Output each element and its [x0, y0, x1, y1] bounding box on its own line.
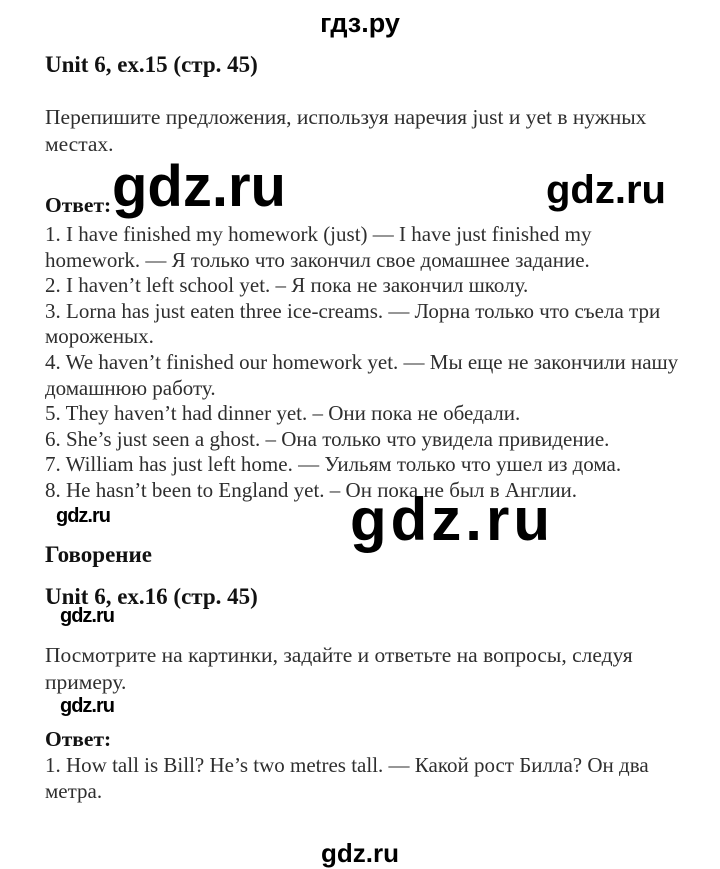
exercise15-answer-list — [45, 222, 679, 504]
answer-item-5: 5. They haven’t had dinner yet. – Они пока не обедали. — [45, 401, 521, 426]
site-header-logo: гдз.ру — [320, 8, 400, 38]
exercise15-task-text: Перепишите предложения, используя наречия just и yet в нужных местах. — [45, 105, 647, 156]
answer-item-1: 1. I have finished my homework (just) — I have just finished my homework. — Я только что закончил свое домашнее задание. — [45, 222, 592, 272]
watermark-gdz-small-3: gdz.ru — [60, 695, 114, 717]
answer-item-6: 6. She’s just seen a ghost. – Она только что увидела привидение. — [45, 426, 610, 451]
exercise16-answer-label: Ответ: — [45, 727, 112, 751]
answer-item-8: 8. He hasn’t been to England yet. – Он пока не был в Англии. — [45, 477, 578, 502]
watermark-gdz-large-left: gdz.ru — [112, 154, 286, 219]
watermark-gdz-small-2: gdz.ru — [60, 605, 114, 627]
exercise15-answer-label: Ответ: — [45, 193, 112, 217]
answer-item-7: 7. William has just left home. — Уильям только что ушел из дома. — [45, 452, 622, 477]
answer-item-4: 4. We haven’t finished our homework yet. — Мы еще не закончили нашу домашнюю работу. — [45, 349, 679, 400]
watermark-gdz-large-center: gdz.ru — [350, 486, 554, 553]
site-footer-logo: gdz.ru — [321, 838, 399, 868]
exercise16-answer-item-1: 1. How tall is Bill? He’s two metres tall. — Какой рост Билла? Он два метра. — [45, 753, 649, 803]
speaking-section-heading: Говорение — [45, 542, 153, 567]
answer-item-3: 3. Lorna has just eaten three ice-creams. — Лорна только что съела три мороженых. — [45, 298, 661, 349]
exercise15-heading: Unit 6, ex.15 (стр. 45) — [45, 52, 258, 77]
watermark-gdz-right: gdz.ru — [546, 168, 666, 212]
exercise16-task-text: Посмотрите на картинки, задайте и ответьте на вопросы, следуя примеру. — [45, 643, 633, 694]
exercise16-heading: Unit 6, ex.16 (стр. 45) — [45, 584, 258, 609]
watermark-gdz-small-1: gdz.ru — [56, 505, 110, 527]
answer-item-2: 2. I haven’t left school yet. – Я пока не закончил школу. — [45, 273, 529, 298]
